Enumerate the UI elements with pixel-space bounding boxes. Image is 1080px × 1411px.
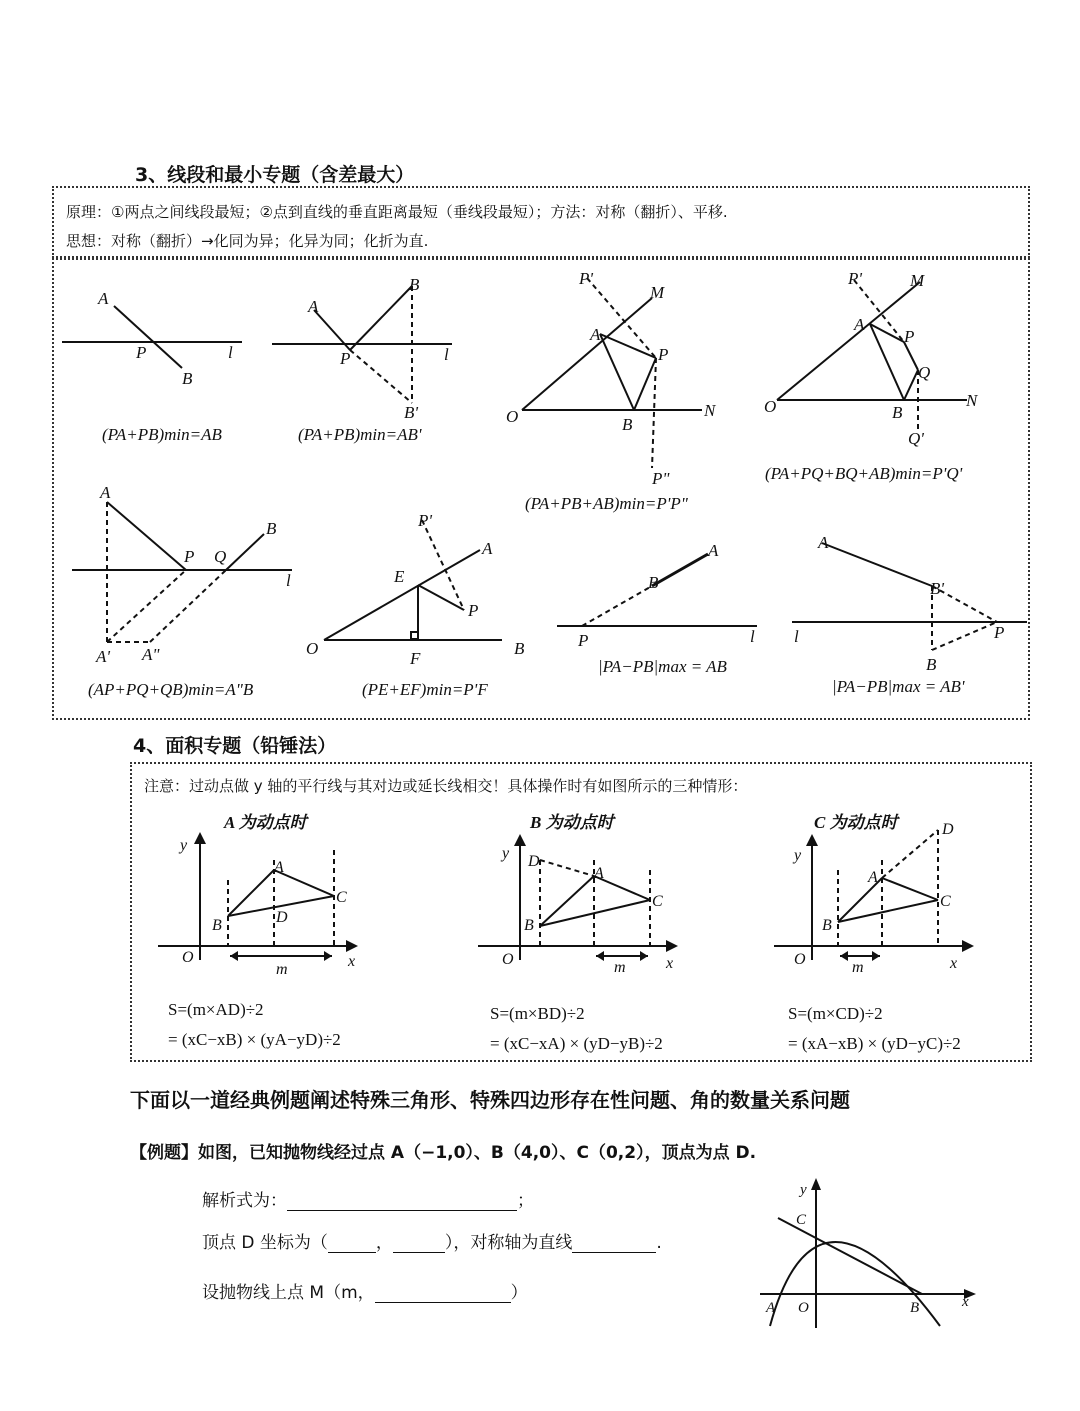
svg-text:B: B	[622, 415, 633, 434]
svg-text:l: l	[444, 345, 449, 364]
svg-text:B: B	[409, 275, 420, 294]
svg-text:B: B	[524, 917, 534, 934]
question-3	[202, 1278, 528, 1303]
case-b-formula-2: = (xC−xA) × (yD−yB)÷2	[490, 1034, 663, 1053]
svg-text:P: P	[578, 631, 589, 650]
svg-text:P: P	[184, 547, 195, 566]
axis-blank[interactable]	[572, 1232, 656, 1253]
svg-text:C: C	[796, 1212, 807, 1228]
svg-text:A: A	[98, 289, 109, 308]
question-2-label-c: ），对称轴为直线	[444, 1233, 573, 1253]
case-b-title: B 为动点时	[530, 813, 614, 832]
svg-text:A: A	[274, 859, 284, 876]
parabola-figure	[756, 1178, 980, 1330]
svg-text:P: P	[904, 327, 915, 346]
svg-text:D: D	[276, 909, 288, 926]
svg-text:P: P	[658, 345, 669, 364]
svg-text:B: B	[926, 655, 937, 674]
question-1	[202, 1186, 534, 1211]
svg-text:m: m	[614, 959, 626, 976]
svg-text:x: x	[666, 955, 674, 972]
svg-text:F: F	[410, 649, 421, 668]
svg-text:P: P	[994, 623, 1005, 642]
svg-text:B': B'	[404, 403, 419, 422]
case-b-formula-1: S=(m×BD)÷2	[490, 1004, 585, 1023]
analytic-expression-blank[interactable]	[287, 1190, 517, 1211]
svg-text:A: A	[308, 297, 319, 316]
question-3-label: 设抛物线上点 M（m，	[202, 1283, 375, 1303]
section4-heading: 4、面积专题（铅锤法）	[133, 735, 337, 757]
svg-text:B: B	[266, 519, 277, 538]
svg-text:x: x	[950, 955, 958, 972]
caption-5: (AP+PQ+QB)min=A"B	[88, 680, 254, 699]
svg-text:M: M	[910, 271, 925, 290]
svg-text:B': B'	[930, 579, 945, 598]
svg-text:A: A	[482, 539, 493, 558]
svg-text:P': P'	[418, 511, 433, 530]
svg-text:A: A	[100, 483, 111, 502]
svg-text:B: B	[892, 403, 903, 422]
case-c-formula-2: = (xA−xB) × (yD−yC)÷2	[788, 1034, 961, 1053]
case-a-title: A 为动点时	[224, 813, 307, 832]
svg-text:D: D	[528, 853, 540, 870]
svg-text:O: O	[794, 951, 806, 968]
svg-text:B: B	[822, 917, 832, 934]
svg-text:O: O	[182, 949, 194, 966]
svg-text:x: x	[348, 953, 356, 970]
svg-text:y: y	[502, 845, 510, 862]
svg-text:y: y	[180, 837, 188, 854]
svg-text:A: A	[854, 315, 865, 334]
svg-text:A: A	[708, 541, 719, 560]
point-m-y-blank[interactable]	[375, 1282, 511, 1303]
svg-text:N: N	[704, 401, 716, 420]
svg-text:x: x	[962, 1294, 969, 1310]
question-2-label-a: 顶点 D 坐标为（	[202, 1233, 328, 1253]
svg-text:O: O	[506, 407, 519, 426]
svg-text:Q: Q	[214, 547, 227, 566]
question-1-label: 解析式为：	[202, 1191, 287, 1211]
svg-text:l: l	[794, 627, 799, 646]
vertex-y-blank[interactable]	[393, 1232, 445, 1253]
svg-text:B: B	[910, 1300, 920, 1316]
svg-text:C: C	[940, 893, 951, 910]
svg-text:A: A	[594, 865, 604, 882]
caption-6: (PE+EF)min=P'F	[362, 680, 488, 699]
question-2-label-b: ，	[375, 1233, 393, 1253]
svg-text:m: m	[276, 961, 288, 978]
svg-text:A': A'	[96, 647, 111, 666]
svg-text:P': P'	[848, 269, 863, 288]
svg-text:C: C	[336, 889, 347, 906]
svg-text:l: l	[750, 627, 755, 646]
svg-text:B: B	[514, 639, 525, 658]
svg-text:Q: Q	[918, 363, 931, 382]
svg-text:E: E	[394, 567, 405, 586]
caption-7: |PA−PB|max = AB	[598, 657, 727, 676]
caption-4: (PA+PQ+BQ+AB)min=P'Q'	[765, 464, 963, 483]
svg-text:A: A	[590, 325, 601, 344]
question-2-end: .	[656, 1233, 662, 1253]
svg-text:A: A	[766, 1300, 776, 1316]
vertex-x-blank[interactable]	[328, 1232, 376, 1253]
section3-figures	[52, 258, 1030, 720]
svg-text:Q': Q'	[908, 429, 924, 448]
svg-text:B: B	[212, 917, 222, 934]
caption-1: (PA+PB)min=AB	[102, 425, 222, 444]
caption-2: (PA+PB)min=AB'	[298, 425, 422, 444]
svg-text:A": A"	[142, 645, 160, 664]
svg-text:O: O	[306, 639, 319, 658]
section3-heading: 3、线段和最小专题（含差最大）	[135, 164, 415, 186]
idea-text: 思想：对称（翻折）→化同为异；化异为同；化折为直.	[66, 232, 429, 250]
svg-text:N: N	[966, 391, 978, 410]
svg-text:A: A	[868, 869, 878, 886]
svg-text:P: P	[468, 601, 479, 620]
svg-text:O: O	[764, 397, 777, 416]
svg-text:B: B	[182, 369, 193, 388]
svg-text:P: P	[136, 343, 147, 362]
principle-text: 原理：①两点之间线段最短；②点到直线的垂直距离最短（垂线段最短）；方法：对称（翻折）、平移.	[66, 203, 728, 221]
case-c-formula-1: S=(m×CD)÷2	[788, 1004, 883, 1023]
svg-text:O: O	[502, 951, 514, 968]
case-c-title: C 为动点时	[814, 813, 898, 832]
svg-text:y: y	[794, 847, 802, 864]
svg-text:M: M	[650, 283, 665, 302]
svg-text:P': P'	[579, 269, 594, 288]
caption-8: |PA−PB|max = AB'	[832, 677, 965, 696]
question-3-end: ）	[510, 1283, 528, 1303]
svg-text:y: y	[800, 1182, 807, 1198]
caption-3: (PA+PB+AB)min=P'P"	[525, 494, 688, 513]
svg-text:O: O	[798, 1300, 809, 1316]
svg-text:B: B	[648, 573, 659, 592]
area-note: 注意：过动点做 y 轴的平行线与其对边或延长线相交！具体操作时有如图所示的三种情形：	[144, 777, 748, 795]
case-a-formula-2: = (xC−xB) × (yA−yD)÷2	[168, 1030, 341, 1049]
svg-text:m: m	[852, 959, 864, 976]
example-problem: 【例题】如图，已知抛物线经过点 A（−1,0）、B（4,0）、C（0,2），顶点为点 D.	[130, 1143, 757, 1163]
svg-text:l: l	[228, 343, 233, 362]
example-intro: 下面以一道经典例题阐述特殊三角形、特殊四边形存在性问题、角的数量关系问题	[130, 1088, 850, 1112]
question-1-end: ；	[517, 1191, 534, 1211]
svg-text:l: l	[286, 571, 291, 590]
svg-text:P": P"	[652, 469, 670, 488]
question-2	[202, 1228, 662, 1253]
svg-text:P: P	[340, 349, 351, 368]
svg-text:A: A	[818, 533, 829, 552]
svg-text:C: C	[652, 893, 663, 910]
svg-text:D: D	[942, 821, 954, 838]
case-a-formula-1: S=(m×AD)÷2	[168, 1000, 264, 1019]
